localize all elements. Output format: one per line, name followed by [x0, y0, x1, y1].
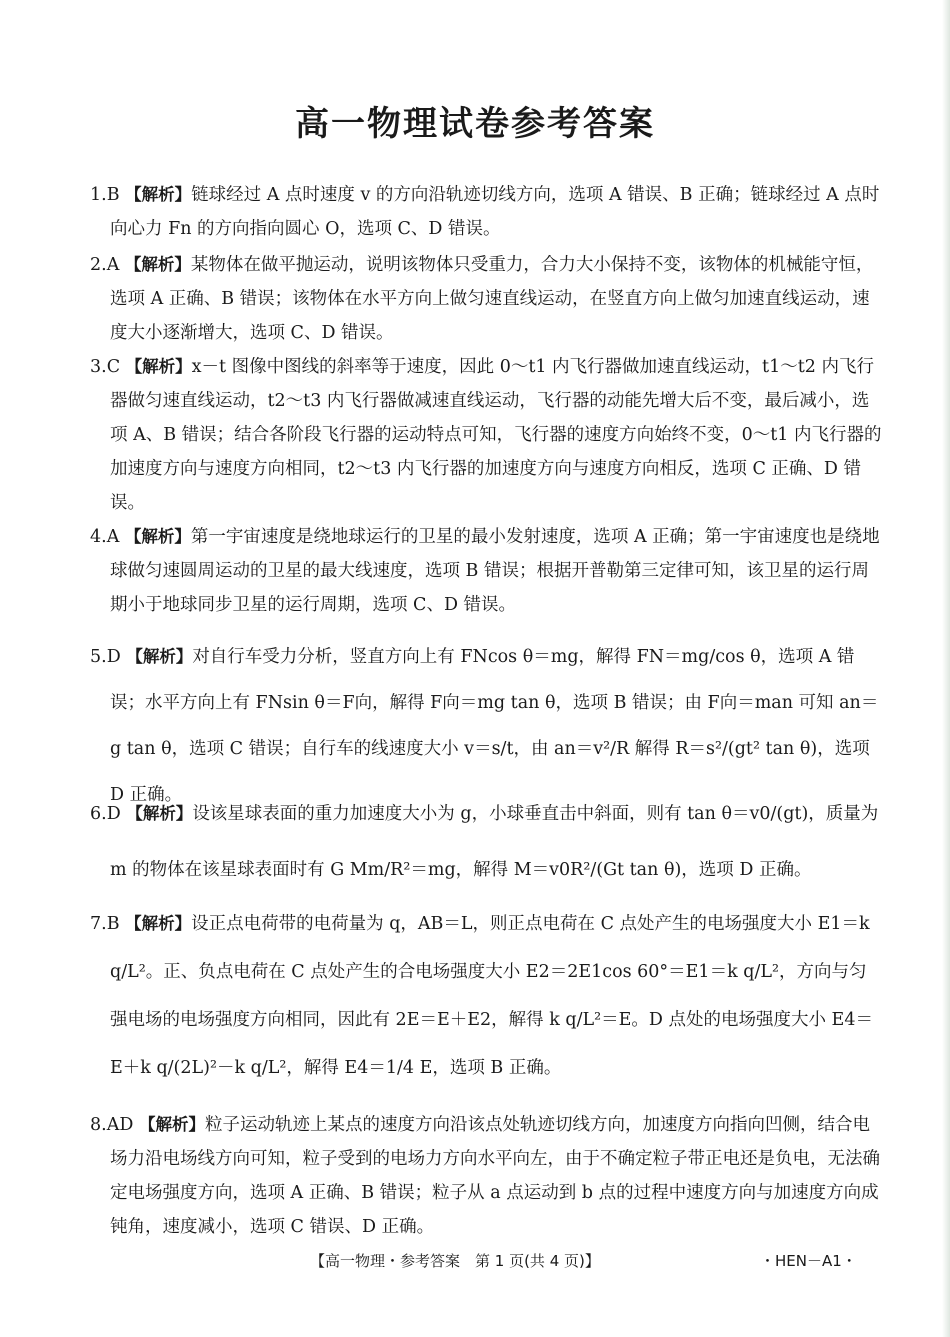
- answer-number: 7.B: [90, 914, 120, 934]
- page-edge-shadow: [942, 0, 950, 1337]
- analysis-tag: 【解析】: [125, 185, 192, 204]
- answer-text: 粒子运动轨迹上某点的速度方向沿该点处轨迹切线方向，加速度方向指向凹侧，结合电场力沿电场线方向可知，粒子受到的电场力方向水平向左，由于不确定粒子带正电还是负电，无法确定电场强度方向，选项 A 正确、B 错误；粒子从 a 点运动到 b 点的过程中速度方向与加速度方向成钝角，速度减小，选项 C 错误、D 正确。: [110, 1115, 880, 1237]
- analysis-tag: 【解析】: [138, 1115, 205, 1134]
- analysis-tag: 【解析】: [125, 357, 192, 376]
- page-title: 高一物理试卷参考答案: [295, 104, 655, 144]
- answer-text: 第一宇宙速度是绕地球运行的卫星的最小发射速度，选项 A 正确；第一宇宙速度也是绕地球做匀速圆周运动的卫星的最大线速度，选项 B 错误；根据开普勒第三定律可知，该卫星的运行周期小于地球同步卫星的运行周期，选项 C、D 错误。: [110, 527, 880, 615]
- answer-text: x－t 图像中图线的斜率等于速度，因此 0～t1 内飞行器做加速直线运动，t1～t2 内飞行器做匀速直线运动，t2～t3 内飞行器做减速直线运动，飞行器的动能先增大后不变，最后减小，选项 A、B 错误；结合各阶段飞行器的运动特点可知，飞行器的速度方向始终不变，0～t1 内飞行器的加速度方向与速度方向相同，t2～t3 内飞行器的加速度方向与速度方向相反，选项 C 正确、D 错误。: [110, 357, 882, 513]
- answer-number: 3.C: [90, 357, 121, 377]
- analysis-tag: 【解析】: [126, 804, 193, 823]
- analysis-tag: 【解析】: [124, 527, 191, 546]
- footer-exam-code: ・HEN－A1・: [760, 1252, 857, 1270]
- answer-number: 1.B: [90, 185, 120, 205]
- answer-text: 设正点电荷带的电荷量为 q，AB＝L，则正点电荷在 C 点处产生的电场强度大小 E1＝k q/L²。正、负点电荷在 C 点处产生的合电场强度大小 E2＝2E1cos 60°＝E1＝k q/L²，方向与匀强电场的电场强度方向相同，因此有 2E＝E＋E2，解得 k q/L²＝E。D 点处的电场强度大小 E4＝E＋k q/(2L)²－k q/L²，解得 E4＝1/4 E，选项 B 正确。: [110, 914, 873, 1078]
- answer-3: [90, 350, 882, 520]
- answer-text: 设该星球表面的重力加速度大小为 g，小球垂直击中斜面，则有 tan θ＝v0/(gt)，质量为 m 的物体在该星球表面时有 G Mm/R²＝mg，解得 M＝v0R²/(Gt tan θ)，选项 D 正确。: [110, 804, 879, 880]
- footer-page-info: 【高一物理・参考答案 第 1 页(共 4 页)】: [310, 1252, 600, 1270]
- answer-6: [90, 786, 882, 898]
- answer-1: [90, 178, 882, 246]
- answer-7: [90, 900, 882, 1092]
- answer-4: [90, 520, 882, 622]
- answer-number: 6.D: [90, 804, 121, 824]
- answer-text: 某物体在做平抛运动，说明该物体只受重力，合力大小保持不变，该物体的机械能守恒，选项 A 正确、B 错误；该物体在水平方向上做匀速直线运动，在竖直方向上做匀加速直线运动，速度大小逐渐增大，选项 C、D 错误。: [110, 255, 874, 343]
- answer-number: 8.AD: [90, 1115, 134, 1135]
- analysis-tag: 【解析】: [125, 914, 192, 933]
- answer-number: 4.A: [90, 527, 120, 547]
- answer-number: 5.D: [90, 647, 121, 667]
- analysis-tag: 【解析】: [124, 255, 191, 274]
- answer-8: [90, 1108, 882, 1244]
- answer-2: [90, 248, 882, 350]
- answer-number: 2.A: [90, 255, 120, 275]
- answer-text: 对自行车受力分析，竖直方向上有 FNcos θ＝mg，解得 FN＝mg/cos θ，选项 A 错误；水平方向上有 FNsin θ＝F向，解得 F向＝mg tan θ，选项 B 错误；由 F向＝man 可知 an＝g tan θ，选项 C 错误；自行车的线速度大小 v＝s/t，由 an＝v²/R 解得 R＝s²/(gt² tan θ)，选项 D 正确。: [110, 647, 879, 805]
- answer-text: 链球经过 A 点时速度 v 的方向沿轨迹切线方向，选项 A 错误、B 正确；链球经过 A 点时向心力 Fn 的方向指向圆心 O，选项 C、D 错误。: [110, 185, 880, 239]
- analysis-tag: 【解析】: [126, 647, 193, 666]
